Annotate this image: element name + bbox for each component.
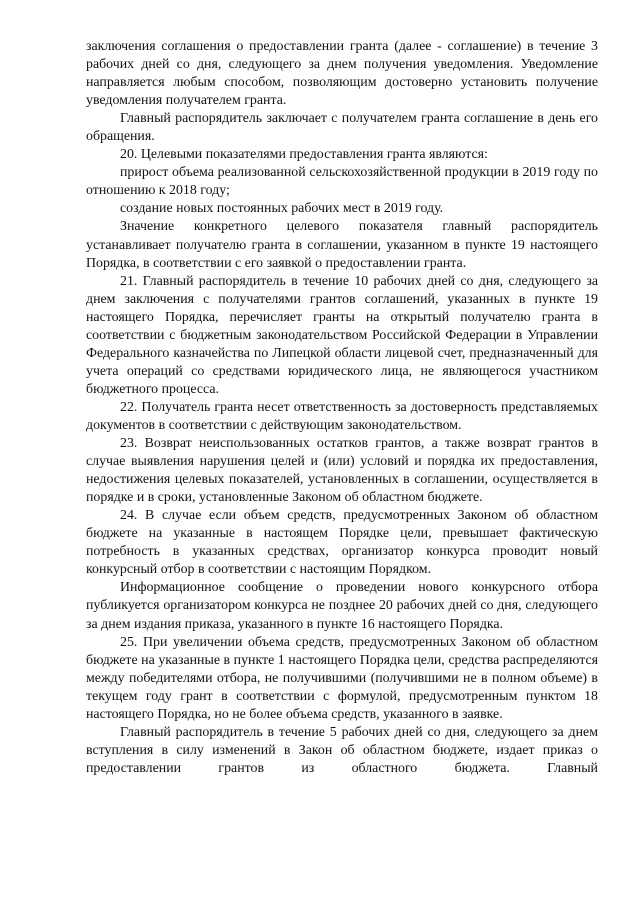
paragraph-new-selection-notice: Информационное сообщение о проведении нового конкурсного отбора публикуется организатором конкурса не позднее 20 рабочих дней со дня, следующего за днем издания приказа, указанного в пункте 16 настоящего Порядка. [86,580,598,632]
paragraph-item-25: 25. При увеличении объема средств, предусмотренных Законом об областном бюджете на указанные в пункте 1 настоящего Порядка цели, средства распределяются между победителями отбора, не получившими (получившими не в полном объеме) в текущем году грант в соответствии с формулой, предусмотренным пунктом 18 настоящего Порядка, но не более объема средств, указанного в заявке. [86,634,598,722]
paragraph-item-21: 21. Главный распорядитель в течение 10 рабочих дней со дня, следующего за днем заключения с получателями грантов соглашений, указанных в пункте 19 настоящего Порядка, перечисляет гранты на открытый получателю гранта в соответствии с бюджетным законодательством Российской Федерации в Управлении Федерального казначейства по Липецкой области лицевой счет, предназначенный для учета операций со средствами юридического лица, не являющегося участником бюджетного процесса. [86,273,598,397]
paragraph-order-issue: Главный распорядитель в течение 5 рабочих дней со дня, следующего за днем вступления в силу изменений в Закон об областном бюджете, издает приказ о предоставлении грантов из областного бюджета. Главный [86,724,598,776]
paragraph-indicator-production: прирост объема реализованной сельскохозяйственной продукции в 2019 году по отношению к 2018 году; [86,165,598,199]
paragraph-item-22: 22. Получатель гранта несет ответственность за достоверность представляемых документов в соответствии с действующим законодательством. [86,399,598,433]
paragraph-item-24: 24. В случае если объем средств, предусмотренных Законом об областном бюджете на указанные в настоящем Порядке цели, превышает фактическую потребность в указанных средствах, организатор конкурса проводит новый конкурсный отбор в соответствии с настоящим Порядком. [86,508,598,578]
paragraph-indicator-jobs: создание новых постоянных рабочих мест в 2019 году. [120,201,444,217]
paragraph-agreement-day: Главный распорядитель заключает с получателем гранта соглашение в день его обращения. [86,111,598,145]
paragraph-indicator-value: Значение конкретного целевого показателя главный распорядитель устанавливает получателю гранта в соглашении, указанном в пункте 19 настоящего Порядка, в соответствии с его заявкой о предоставлении гранта. [86,219,598,271]
paragraph-item-23: 23. Возврат неиспользованных остатков грантов, а также возврат грантов в случае выявления нарушения целей и (или) условий и порядка их предоставления, недостижения целевых показателей, установленных в соглашении, осуществляется в порядке и в сроки, установленные Законом об областном бюджете. [86,436,598,506]
paragraph-continuation: заключения соглашения о предоставлении гранта (далее - соглашение) в течение 3 рабочих дней со дня, следующего за днем получения уведомления. Уведомление направляется любым способом, позволяющим достоверно установить получение уведомления получателем гранта. [86,39,598,109]
paragraph-item-20: 20. Целевыми показателями предоставления гранта являются: [120,147,488,163]
